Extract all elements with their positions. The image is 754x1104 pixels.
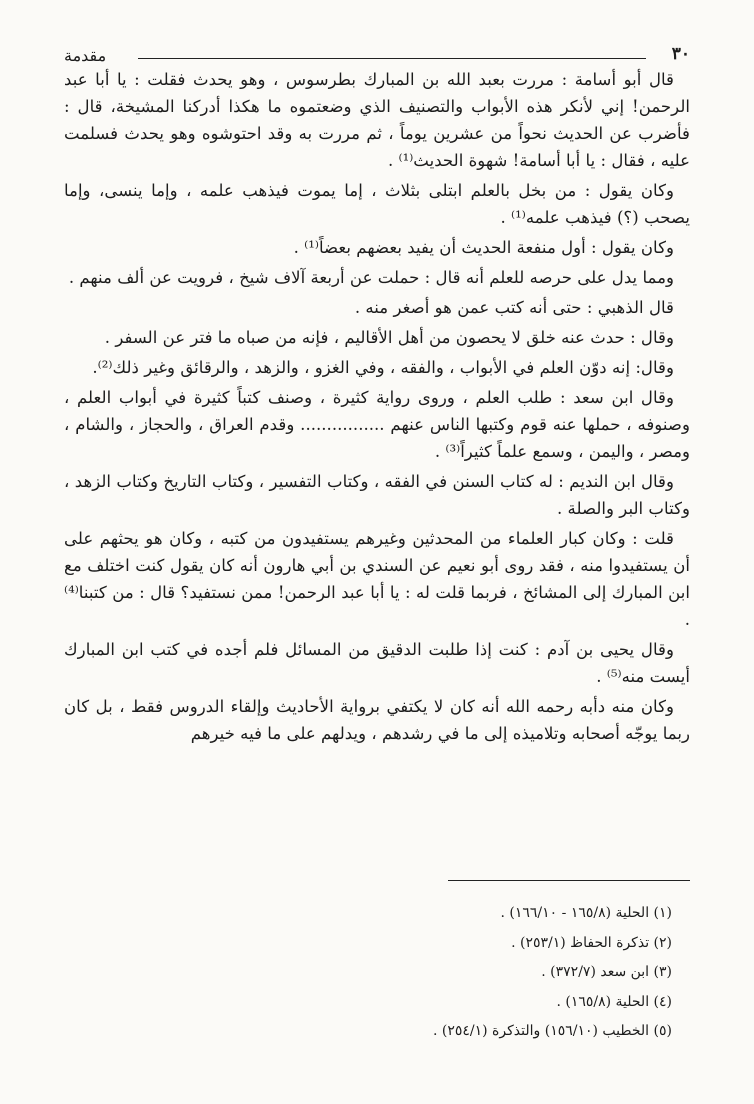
header-rule: [138, 58, 646, 59]
footnote: (٤) الحلية (١٦٥/٨) .: [556, 993, 672, 1010]
paragraph: وقال ابن النديم : له كتاب السنن في الفقه ، وكتاب التفسير ، وكتاب التاريخ وكتاب الزهد ، وكتاب البر والصلة .: [64, 472, 690, 518]
paragraph: وقال ابن سعد : طلب العلم ، وروى رواية كثيرة ، وصنف كتباً كثيرة في أبواب العلم ، وصنوفه ، حملها عنه قوم وكتبها الناس عنهم ................ وقدم العراق ، والحجاز ، والشام ، ومصر ، واليمن ، وسمع علماً كثيراً⁽³⁾ .: [64, 388, 690, 461]
paragraph: وكان منه دأبه رحمه الله أنه كان لا يكتفي برواية الأحاديث وإلقاء الدروس فقط ، بل كان ربما يوجّه أصحابه وتلاميذه إلى ما في رشدهم ، ويدلهم على ما فيه خيرهم: [64, 697, 690, 743]
paragraph: وكان يقول : أول منفعة الحديث أن يفيد بعضهم بعضاً⁽¹⁾ .: [293, 238, 674, 257]
paragraph: قلت : وكان كبار العلماء من المحدثين وغيرهم يستفيدون من كتبه ، وكان هو يحثهم على أن يستفيدوا منه ، فقد روى أبو نعيم عن السندي بن أبي هارون أنه كان يقول كنت اختلف مع ابن المبارك إلى المشائخ ، فربما قلت له : يا أبا عبد الرحمن! ممن نستفيد؟ قال : من كتبنا⁽⁴⁾ .: [64, 529, 690, 629]
paragraph: قال أبو أسامة : مررت بعبد الله بن المبارك بطرسوس ، وهو يحدث فقلت : يا أبا عبد الرحمن! إني لأنكر هذه الأبواب والتصنيف الذي وضعتموه ما هكذا أدركنا المشيخة، قال : فأضرب عن الحديث نحواً من عشرين يوماً ، ثم مررت به وقد احتوشوه وهو يحدث فسلمت عليه ، فقال : يا أبا أسامة! شهوة الحديث⁽¹⁾ .: [64, 70, 690, 170]
footnotes: [64, 880, 690, 1047]
page-number: ٣٠: [671, 44, 690, 64]
paragraph: قال الذهبي : حتى أنه كتب عمن هو أصغر منه .: [354, 298, 674, 317]
footnote: (٢) تذكرة الحفاظ (٢٥٣/١) .: [511, 934, 672, 951]
main-text: [64, 66, 690, 750]
paragraph: وقال: إنه دوّن العلم في الأبواب ، والفقه ، وفي الغزو ، والزهد ، والرقائق وغير ذلك⁽²⁾.: [92, 358, 674, 377]
footnote: (١) الحلية (١٦٥/٨ - ١٦٦/١٠) .: [500, 905, 672, 921]
paragraph: ومما يدل على حرصه للعلم أنه قال : حملت عن أربعة آلاف شيخ ، فرويت عن ألف منهم .: [68, 268, 674, 287]
paragraph: وقال : حدث عنه خلق لا يحصون من أهل الأقاليم ، فإنه من صباه ما فتر عن السفر .: [104, 328, 674, 347]
paragraph: وقال يحيى بن آدم : كنت إذا طلبت الدقيق من المسائل فلم أجده في كتب ابن المبارك أيست منه⁽⁵⁾ .: [64, 640, 690, 686]
footnote: (٣) ابن سعد (٣٧٢/٧) .: [541, 964, 672, 980]
paragraph: وكان يقول : من بخل بالعلم ابتلى بثلاث ، إما يموت فيذهب علمه ، وإما ينسى، وإما يصحب (؟) فيذهب علمه⁽¹⁾ .: [64, 181, 690, 227]
footnote-rule: [448, 880, 690, 881]
footnote: (٥) الخطيب (١٥٦/١٠) والتذكرة (٢٥٤/١) .: [432, 1023, 672, 1039]
section-title: مقدمة: [64, 46, 107, 65]
